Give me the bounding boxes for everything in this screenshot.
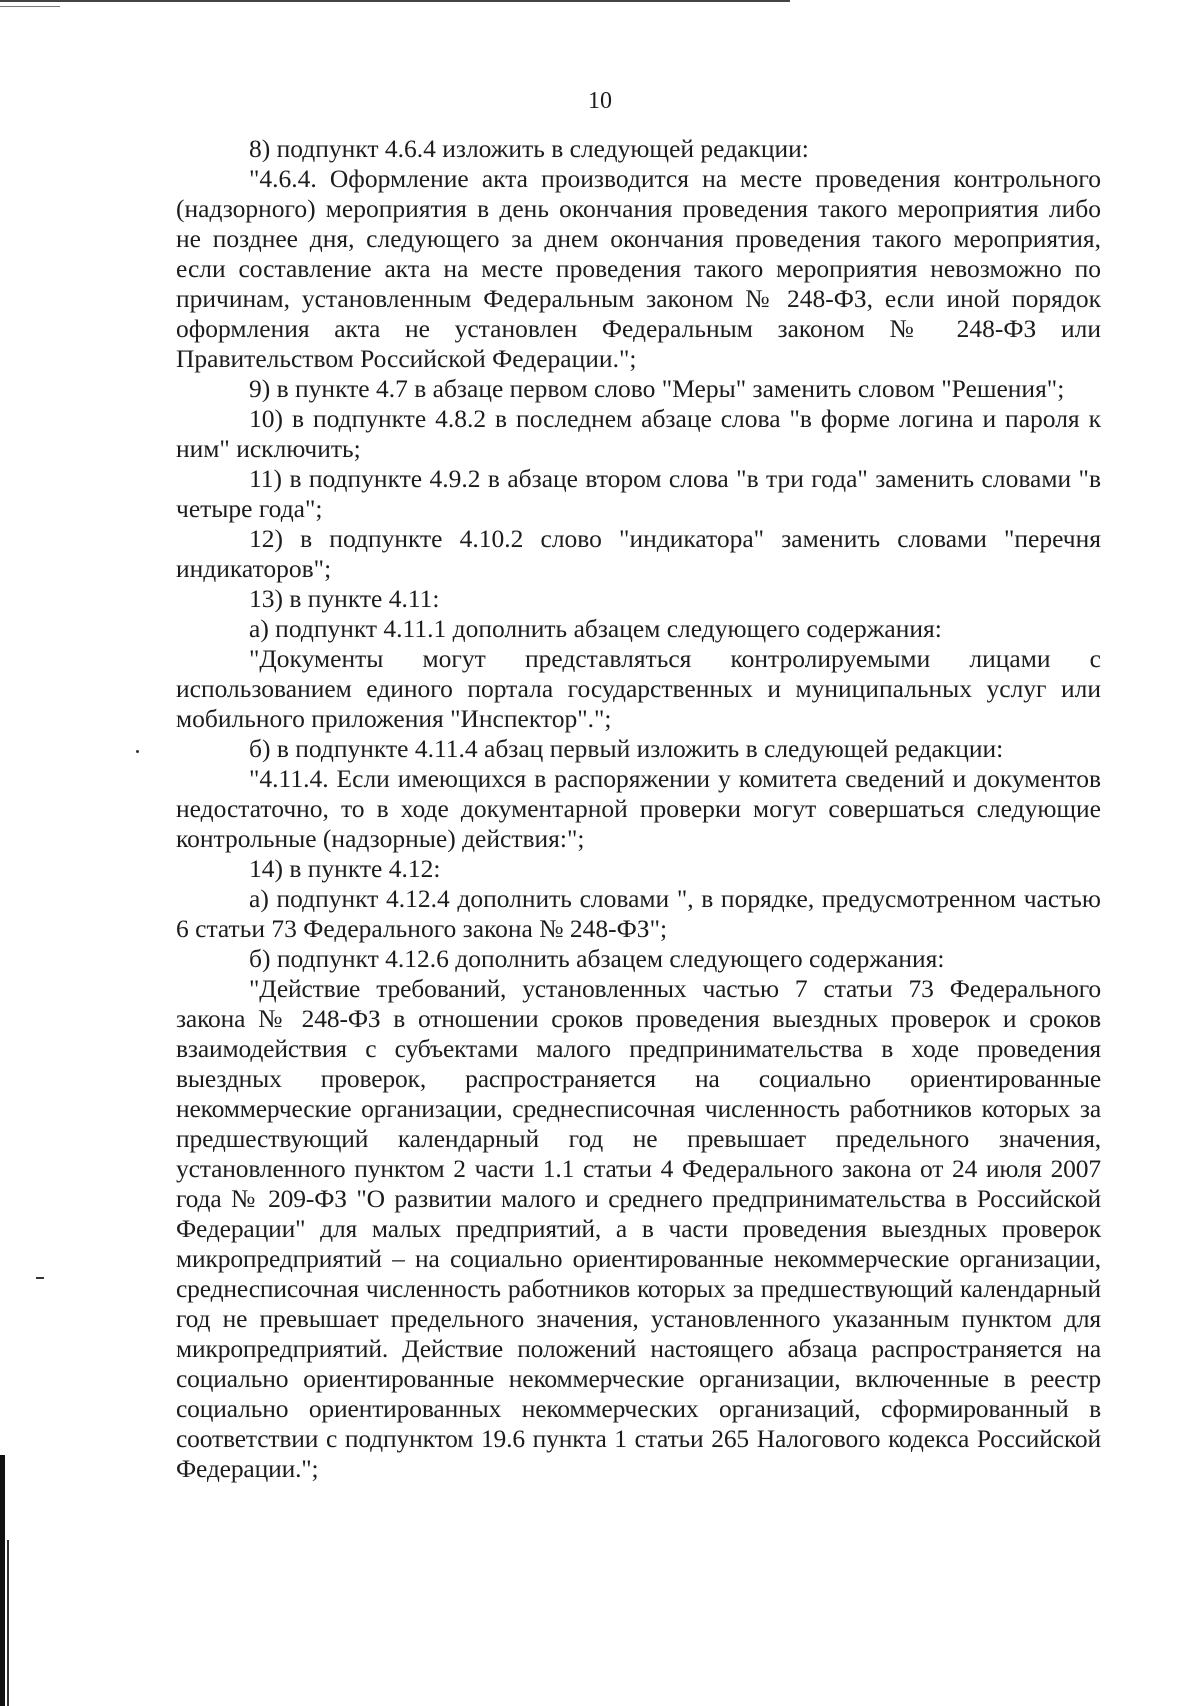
paragraph-item-13a: а) подпункт 4.11.1 дополнить абзацем следующего содержания: (249, 614, 942, 643)
paragraph-item-13b-text: "4.11.4. Если имеющихся в распоряжении у комитета сведений и документов недостаточно, то в ходе документарной проверки могут совершаться следующие контрольные (надзорные) действия:"; (176, 764, 1101, 853)
paragraph-item-14b-text: "Действие требований, установленных частью 7 статьи 73 Федерального закона № 248-ФЗ в отношении сроков проведения выездных проверок и сроков взаимодействия с субъектами малого предпринимательства в ходе проведения выездных проверок, распространяется на социально ориентированные некоммерческие организации, среднесписочная численность работников которых за предшествующий календарный год не превышает предельного значения, установленного пунктом 2 части 1.1 статьи 4 Федерального закона от 24 июля 2007 года № 209-ФЗ "О развитии малого и среднего предпринимательства в Российской Федерации" для малых предприятий, а в части проведения выездных проверок микропредприятий – на социально ориентированные некоммерческие организации, среднесписочная численность работников которых за предшествующий календарный год не превышает предельного значения, установленного указанным пунктом для микропредприятий. Действие положений настоящего абзаца распространяется на социально ориентированные некоммерческие организации, включенные в реестр социально ориентированных некоммерческих организаций, сформированный в соответствии с подпунктом 19.6 пункта 1 статьи 265 Налогового кодекса Российской Федерации."; (176, 974, 1101, 1483)
paragraph-item-13a-text: "Документы могут представляться контролируемыми лицами с использованием единого портала государственных и муниципальных услуг или мобильного приложения "Инспектор"."; (176, 644, 1101, 733)
paragraph-item-11: 11) в подпункте 4.9.2 в абзаце втором слова "в три года" заменить словами "в четыре года"; (176, 464, 1101, 523)
page-number: 10 (588, 88, 612, 114)
paragraph-item-12: 12) в подпункте 4.10.2 слово "индикатора" заменить словами "перечня индикаторов"; (176, 524, 1101, 583)
paragraph-item-13: 13) в пункте 4.11: (249, 584, 440, 613)
scan-speck (136, 750, 139, 753)
scan-edge-top-mark (0, 6, 60, 7)
scan-edge-top (0, 0, 790, 2)
paragraph-item-14: 14) в пункте 4.12: (249, 854, 441, 883)
scan-edge-left (0, 1455, 5, 1706)
scan-dash-mark (36, 1277, 44, 1279)
paragraph-item-13b: б) в подпункте 4.11.4 абзац первый изложить в следующей редакции: (249, 734, 1004, 763)
paragraph-item-8-text: "4.6.4. Оформление акта производится на месте проведения контрольного (надзорного) мероприятия в день окончания проведения такого мероприятия либо не позднее дня, следующего за днем окончания проведения такого мероприятия, если составление акта на месте проведения такого мероприятия невозможно по причинам, установленным Федеральным законом № 248-ФЗ, если иной порядок оформления акта не установлен Федеральным законом № 248-ФЗ или Правительством Российской Федерации."; (176, 164, 1101, 373)
document-body (176, 134, 1101, 1484)
paragraph-item-8: 8) подпункт 4.6.4 изложить в следующей редакции: (249, 134, 809, 163)
paragraph-item-14b: б) подпункт 4.12.6 дополнить абзацем следующего содержания: (249, 944, 945, 973)
paragraph-item-10: 10) в подпункте 4.8.2 в последнем абзаце слова "в форме логина и пароля к ним" исключить; (176, 404, 1101, 463)
scan-edge-left-inner (7, 1540, 9, 1706)
paragraph-item-14a: а) подпункт 4.12.4 дополнить словами ", в порядке, предусмотренном частью 6 статьи 73 Федерального закона № 248-ФЗ"; (176, 884, 1101, 943)
paragraph-item-9: 9) в пункте 4.7 в абзаце первом слово "Меры" заменить словом "Решения"; (249, 374, 1065, 403)
